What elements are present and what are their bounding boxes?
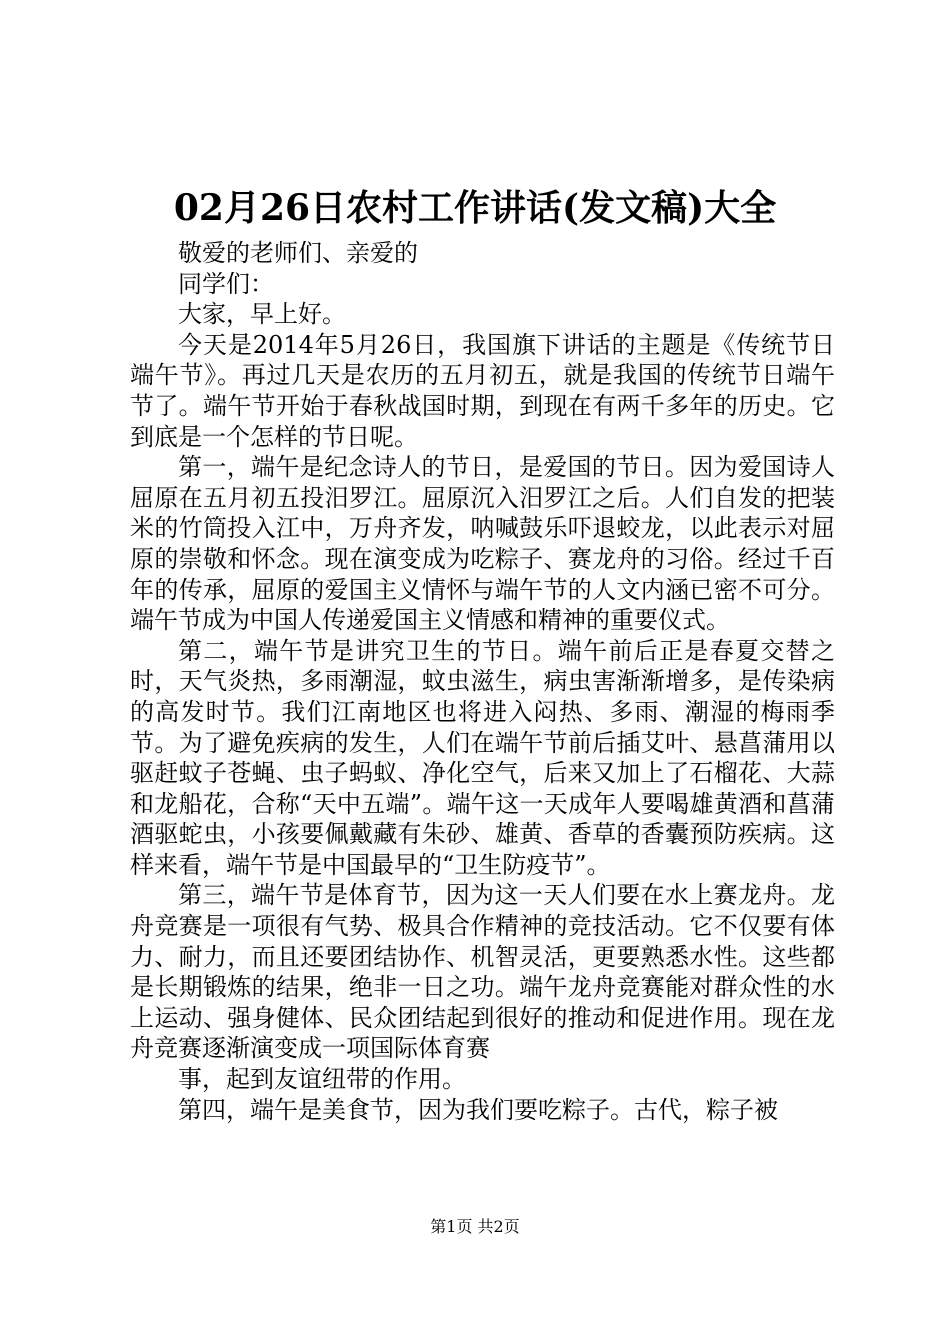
greeting-line: 大家，早上好。: [178, 300, 346, 329]
greeting-line: 敬爱的老师们、亲爱的: [178, 239, 418, 267]
body-paragraph: 第四，端午是美食节，因为我们要吃粽子。古代，粽子被: [178, 1095, 778, 1124]
body-paragraph: 第三，端午节是体育节，因为这一天人们要在水上赛龙舟。龙舟竞赛是一项很有气势、极具合作精神的竞技活动。它不仅要有体力、耐力，而且还要团结协作、机智灵活，更要熟悉水性。这些都是长期锻炼的结果，绝非一日之功。端午龙舟竞赛能对群众性的水上运动、强身健体、民众团结起到很好的推动和促进作用。现在龙舟竞赛逐渐演变成一项国际体育赛: [130, 881, 835, 1063]
page-number-footer: 第1页 共2页: [430, 1217, 520, 1236]
body-paragraph: 第一，端午是纪念诗人的节日，是爱国的节日。因为爱国诗人屈原在五月初五投汨罗江。屈原沉入汨罗江之后。人们自发的把装米的竹筒投入江中，万舟齐发，呐喊鼓乐吓退蛟龙，以此表示对屈原的崇敬和怀念。现在演变成为吃粽子、赛龙舟的习俗。经过千百年的传承，屈原的爱国主义情怀与端午节的人文内涵已密不可分。端午节成为中国人传递爱国主义情感和精神的重要仪式。: [130, 453, 835, 635]
continuation-line: 事，起到友谊纽带的作用。: [178, 1065, 466, 1094]
body-paragraph: 第二，端午节是讲究卫生的节日。端午前后正是春夏交替之时，天气炎热，多雨潮湿，蚊虫滋生，病虫害渐渐增多，是传染病的高发时节。我们江南地区也将进入闷热、多雨、潮湿的梅雨季节。为了避免疾病的发生，人们在端午节前后插艾叶、悬菖蒲用以驱赶蚊子苍蝇、虫子蚂蚁、净化空气，后来又加上了石榴花、大蒜和龙船花，合称“天中五端”。端午这一天成年人要喝雄黄酒和菖蒲酒驱蛇虫，小孩要佩戴藏有朱砂、雄黄、香草的香囊预防疾病。这样来看，端午节是中国最早的“卫生防疫节”。: [130, 636, 835, 879]
body-paragraph: 今天是2014年5月26日，我国旗下讲话的主题是《传统节日端午节》。再过几天是农历的五月初五，就是我国的传统节日端午节了。端午节开始于春秋战国时期，到现在有两千多年的历史。它到底是一个怎样的节日呢。: [130, 330, 835, 451]
document-title: 02月26日农村工作讲话(发文稿)大全: [173, 187, 777, 229]
greeting-line: 同学们：: [178, 269, 274, 298]
document-body: [130, 238, 835, 1125]
